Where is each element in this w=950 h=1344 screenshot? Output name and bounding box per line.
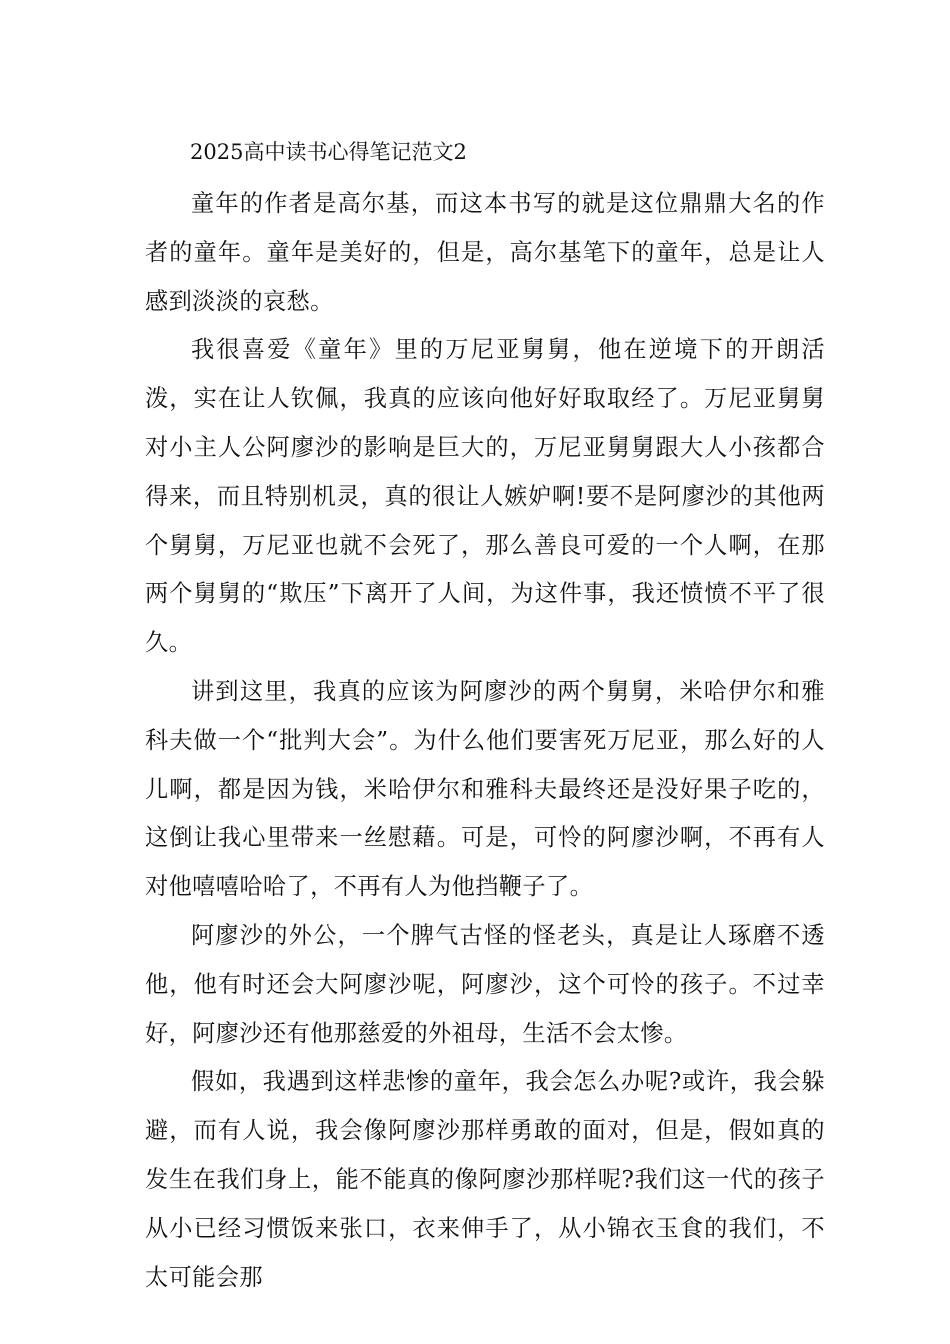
paragraph-5: 假如，我遇到这样悲惨的童年，我会怎么办呢?或许，我会躲避，而有人说，我会像阿廖沙那样勇敢的面对，但是，假如真的发生在我们身上，能不能真的像阿廖沙那样呢?我们这一代的孩子从小已经习惯饭来张口，衣来伸手了，从小锦衣玉食的我们，不太可能会那 — [145, 1068, 825, 1291]
paragraph-3: 讲到这里，我真的应该为阿廖沙的两个舅舅，米哈伊尔和雅科夫做一个“批判大会”。为什么他们要害死万尼亚，那么好的人儿啊，都是因为钱，米哈伊尔和雅科夫最终还是没好果子吃的，这倒让我心里带来一丝慰藉。可是，可怜的阿廖沙啊，不再有人对他嘻嘻哈哈了，不再有人为他挡鞭子了。 — [145, 677, 825, 901]
document-body — [145, 180, 825, 1302]
paragraph-4: 阿廖沙的外公，一个脾气古怪的怪老头，真是让人琢磨不透他，他有时还会大阿廖沙呢，阿廖沙，这个可怜的孩子。不过幸好，阿廖沙还有他那慈爱的外祖母，生活不会太惨。 — [145, 921, 825, 1047]
document-title: 2025高中读书心得笔记范文2 — [190, 140, 467, 164]
paragraph-1: 童年的作者是高尔基，而这本书写的就是这位鼎鼎大名的作者的童年。童年是美好的，但是，高尔基笔下的童年，总是让人感到淡淡的哀愁。 — [145, 190, 825, 315]
paragraph-2: 我很喜爱《童年》里的万尼亚舅舅，他在逆境下的开朗活泼，实在让人钦佩，我真的应该向他好好取取经了。万尼亚舅舅对小主人公阿廖沙的影响是巨大的，万尼亚舅舅跟大人小孩都合得来，而且特别机灵，真的很让人嫉妒啊!要不是阿廖沙的其他两个舅舅，万尼亚也就不会死了，那么善良可爱的一个人啊，在那两个舅舅的“欺压”下离开了人间，为这件事，我还愤愤不平了很久。 — [145, 336, 825, 657]
